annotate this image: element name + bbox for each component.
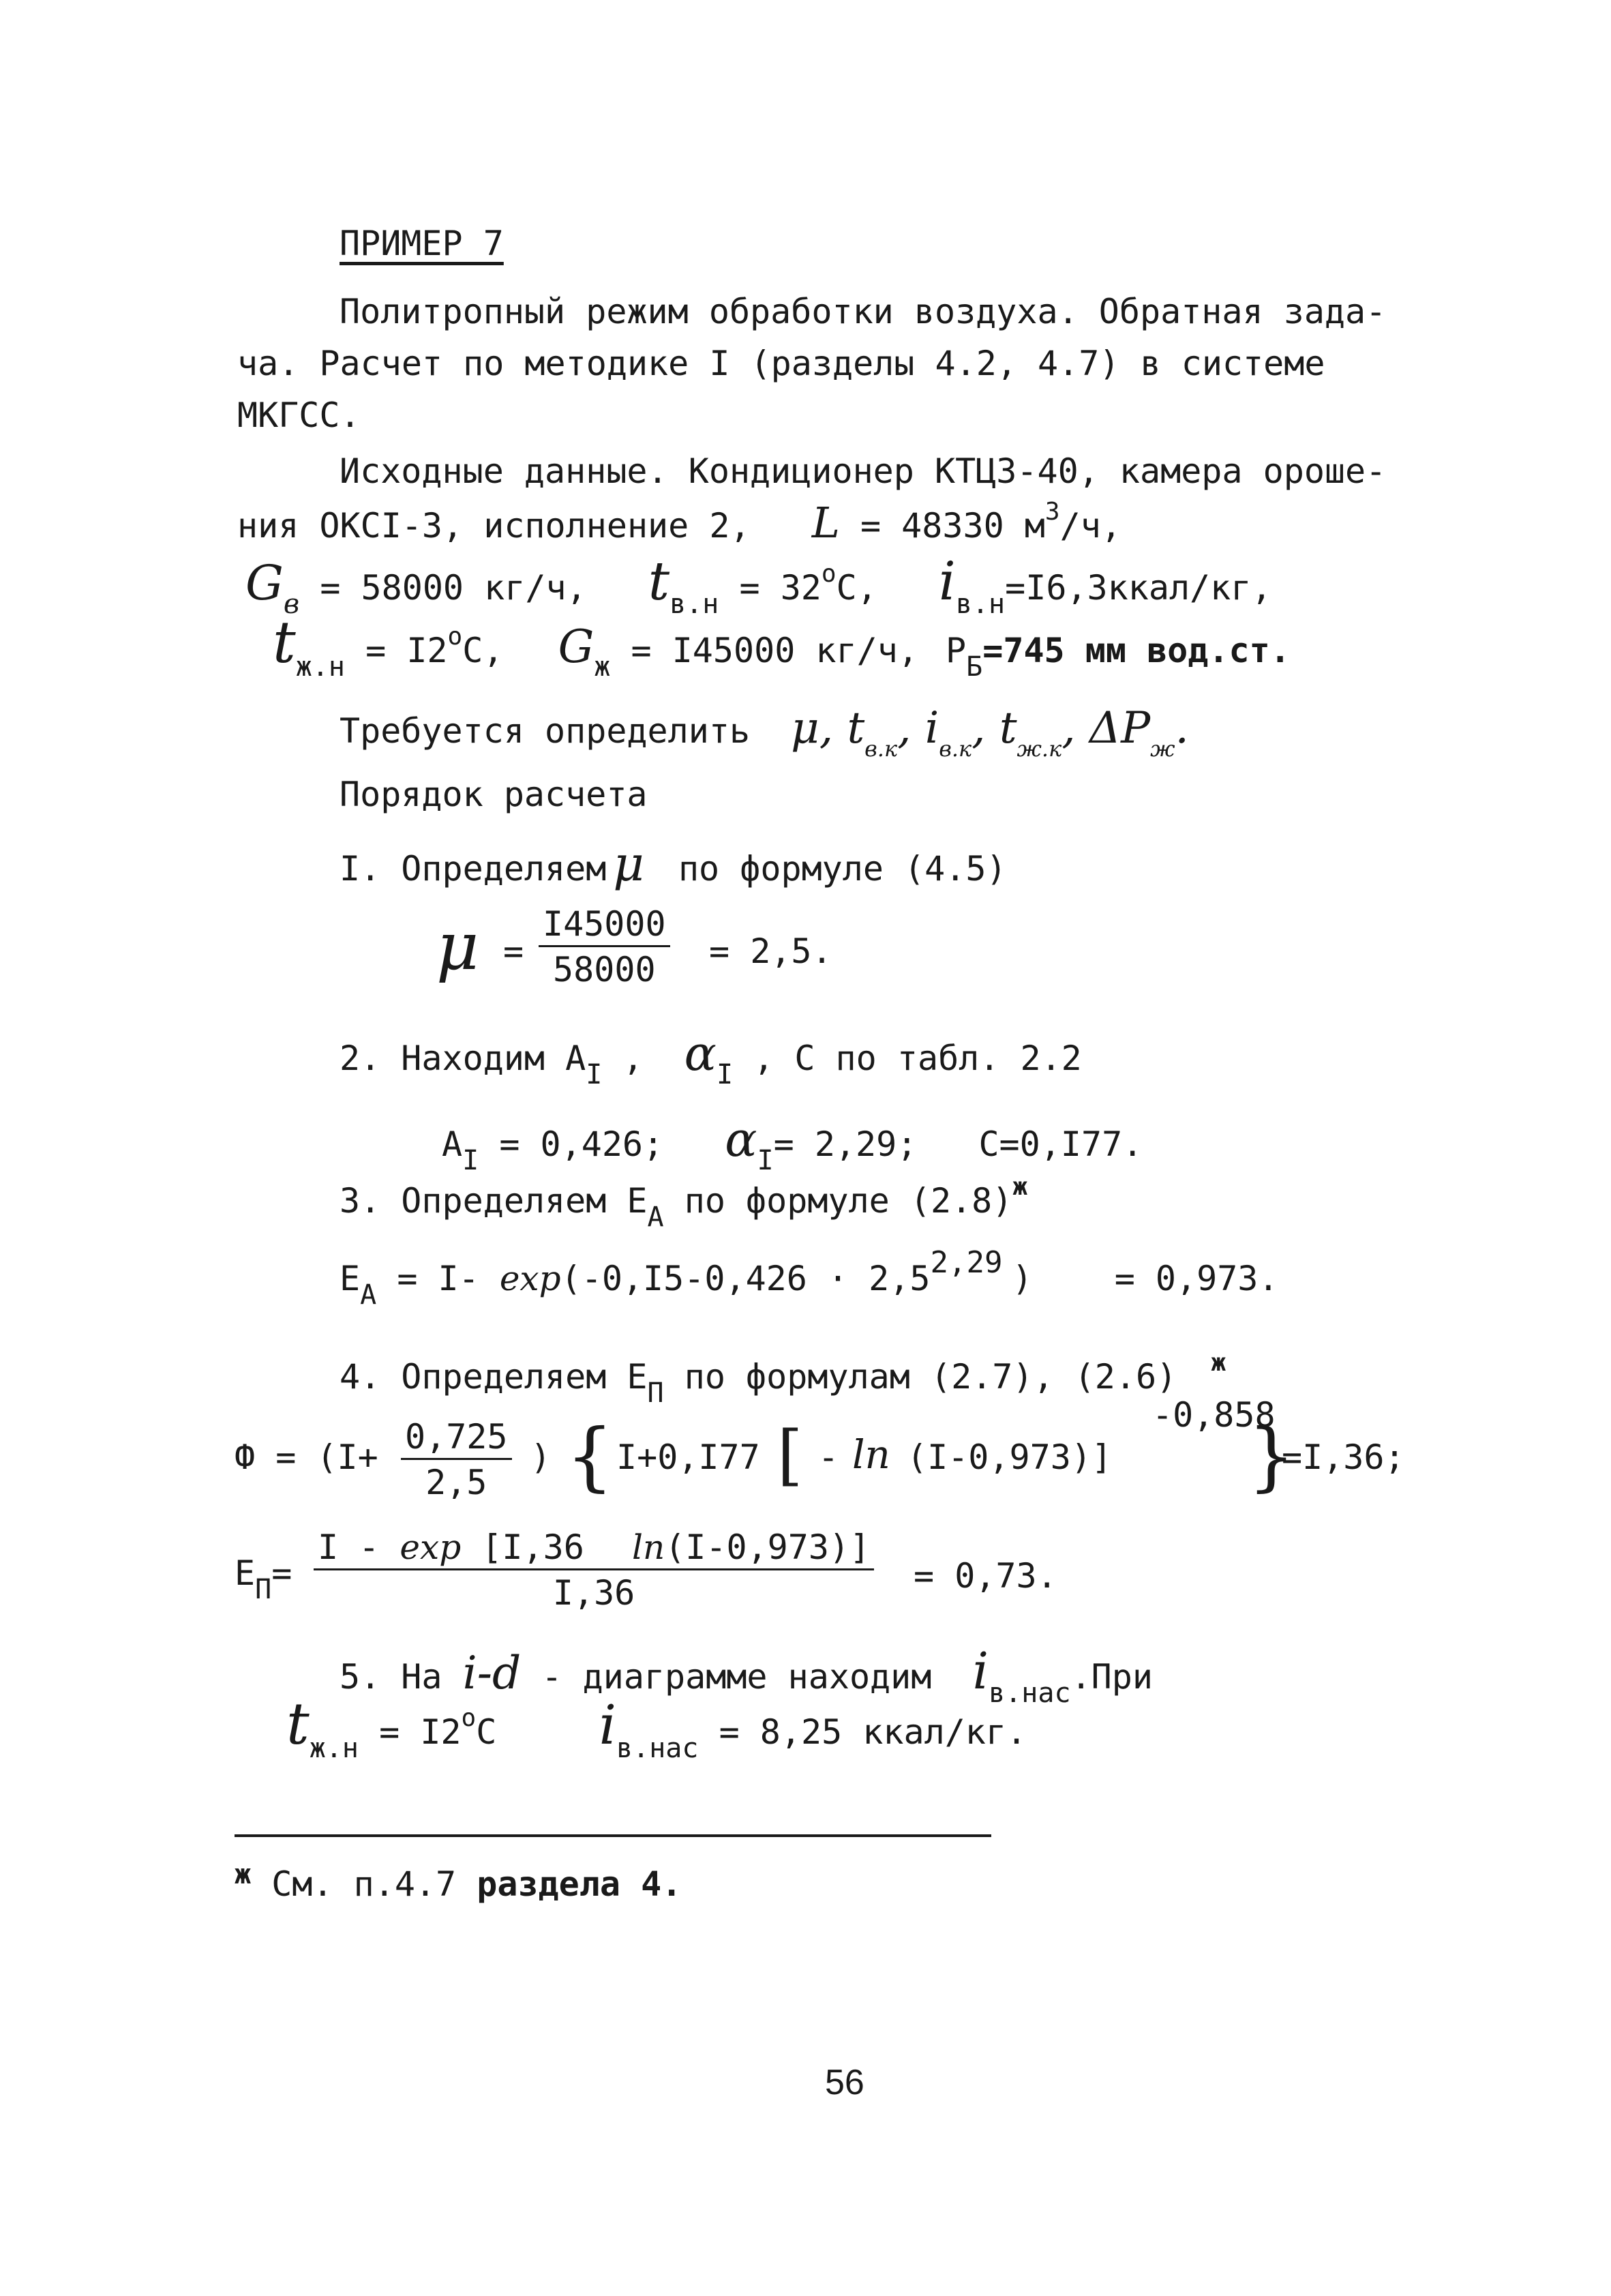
en-result: = 0,73. <box>914 1556 1057 1596</box>
pressure-value: =745 мм вод.ст. <box>982 631 1291 670</box>
required-sym-1: μ, t <box>791 703 865 754</box>
en-num-ln: ln <box>631 1527 665 1567</box>
step-5-id-diagram: i-d <box>462 1647 522 1699</box>
step-4-line <box>340 1349 1226 1409</box>
footnote-separator <box>235 1834 991 1837</box>
step-5-text: 5. На <box>340 1657 442 1697</box>
phi-minus: - <box>818 1437 839 1477</box>
coef-alpha-sub: I <box>757 1145 774 1176</box>
step-5-t-value: = I2 <box>379 1712 462 1752</box>
ea-result: = 0,973. <box>1114 1259 1279 1298</box>
step-5-t-symbol: t <box>286 1690 310 1757</box>
step-1-eq: = <box>503 931 524 971</box>
step-1-line <box>340 836 1007 892</box>
en-num-a: I - <box>318 1527 380 1567</box>
required-sym-4: в.к <box>939 736 972 762</box>
step-1-mu: μ <box>613 836 644 892</box>
required-sym-9: . <box>1175 703 1189 754</box>
step-3-line <box>340 1173 1028 1233</box>
en-symbol: Е <box>235 1553 256 1593</box>
phi-inner: I+0,I77 <box>616 1437 760 1477</box>
ea-close: ) <box>1012 1259 1033 1298</box>
required-sym-2: в.к <box>864 736 898 762</box>
step-4-rest: по формулам (2.7), (2.6) <box>684 1357 1177 1397</box>
given-line-4 <box>273 609 1291 683</box>
step-1-text: I. Определяем <box>340 849 607 889</box>
water-mass-symbol: G <box>558 621 594 673</box>
step-2-text: 2. Находим А <box>340 1039 586 1078</box>
step-2-alpha: α <box>684 1026 717 1082</box>
footnote <box>235 1859 682 1904</box>
water-temp-value: = I2 <box>365 631 448 670</box>
step-4-text: 4. Определяем Е <box>340 1357 648 1397</box>
step-4-footnote-mark: ж <box>1211 1349 1226 1377</box>
air-enthalpy-value: =I6,3ккал/кг, <box>1005 568 1272 608</box>
intro-line-1: Политропный режим обработки воздуха. Обратная зада- <box>340 292 1387 331</box>
air-enthalpy-symbol: i <box>938 551 956 612</box>
required-sym-8: ж <box>1150 736 1175 762</box>
page-heading: ПРИМЕР 7 <box>340 224 504 263</box>
step-2-sub: I <box>586 1059 603 1090</box>
step-5-t-unit: С <box>476 1712 497 1752</box>
step-3-formula <box>340 1245 1279 1311</box>
footnote-mark: ж <box>235 1859 252 1890</box>
step-1-numerator: I45000 <box>539 907 670 947</box>
given-line-2 <box>237 498 1121 548</box>
required-symbols <box>791 703 1189 762</box>
step-5-i-symbol: i <box>972 1642 989 1701</box>
step-1-result: = 2,5. <box>709 931 832 971</box>
pressure-symbol: Р <box>946 631 967 670</box>
intro-line-3: МКГСС. <box>237 396 361 435</box>
air-enthalpy-subscript: в.н <box>955 588 1006 620</box>
step-2-rest: , С по табл. 2.2 <box>753 1039 1082 1078</box>
intro-line-2: ча. Расчет по методике I (разделы 4.2, 4.7) в системе <box>237 344 1325 383</box>
water-mass-value: = I45000 кг/ч, <box>631 631 918 670</box>
ea-eq: = I- <box>397 1259 479 1298</box>
step-2-alpha-sub: I <box>716 1059 734 1090</box>
air-temp-degree: о <box>821 560 837 588</box>
pressure-subscript: Б <box>966 651 983 683</box>
step-3-sub: А <box>647 1202 664 1233</box>
en-numerator <box>314 1527 874 1570</box>
water-mass-subscript: ж <box>594 651 611 683</box>
coef-alpha: α <box>725 1112 757 1167</box>
step-1-text-2: по формуле (4.5) <box>678 849 1007 889</box>
footnote-text: См. п.4.7 <box>271 1864 457 1904</box>
step-5-text-3: .При <box>1070 1657 1153 1697</box>
en-num-c: (I-0,973)] <box>665 1527 871 1567</box>
coef-c-value: С=0,I77. <box>978 1124 1143 1164</box>
step-3-rest: по формуле (2.8) <box>684 1181 1013 1221</box>
en-subscript: П <box>255 1574 272 1605</box>
phi-fraction <box>401 1417 512 1502</box>
required-text: Требуется определить <box>340 711 751 751</box>
phi-prefix: Ф = (I+ <box>235 1437 378 1477</box>
airflow-unit-power: 3 <box>1044 498 1060 526</box>
air-temp-unit: С, <box>836 568 877 608</box>
step-1-fraction <box>539 904 670 989</box>
coef-a-value: = 0,426; <box>499 1124 664 1164</box>
required-sym-5: , t <box>972 703 1017 754</box>
en-num-b: [I,36 <box>481 1527 584 1567</box>
en-lhs <box>235 1553 292 1605</box>
water-temp-unit: С, <box>462 631 504 670</box>
step-5-i-subscript: в.нас <box>989 1678 1071 1709</box>
step-2-line <box>340 1026 1082 1090</box>
ea-args: (-0,I5-0,426 · 2,5 <box>560 1259 931 1298</box>
ea-power: 2,29 <box>930 1245 1003 1280</box>
ea-subscript: А <box>360 1279 377 1311</box>
en-fraction <box>314 1527 874 1613</box>
calc-order-label: Порядок расчета <box>340 775 648 814</box>
en-denominator: I,36 <box>552 1573 635 1613</box>
phi-right-brace: } <box>1248 1412 1295 1500</box>
footnote-bold: раздела 4. <box>477 1864 682 1904</box>
step-5-i2-value: = 8,25 ккал/кг. <box>719 1712 1027 1752</box>
required-line <box>340 703 1189 762</box>
step-5-i2-symbol: i <box>599 1693 617 1757</box>
phi-denominator: 2,5 <box>425 1463 487 1502</box>
phi-power: -0,858 <box>1152 1395 1276 1435</box>
phi-numerator: 0,725 <box>401 1420 512 1460</box>
en-num-exp: exp <box>400 1527 462 1567</box>
coef-alpha-value: = 2,29; <box>773 1124 918 1164</box>
step-1-lhs: μ <box>436 908 479 985</box>
page-number: 56 <box>825 2063 864 2102</box>
phi-left-bracket: [ <box>777 1417 803 1493</box>
en-eq: = <box>271 1553 292 1593</box>
air-temp-value: = 32 <box>739 568 822 608</box>
water-temp-symbol: t <box>273 609 296 676</box>
given-line-2-text: ния ОКСI-3, исполнение 2, <box>237 506 751 546</box>
water-temp-degree: о <box>447 623 463 651</box>
given-line-3 <box>245 551 1272 620</box>
step-1-denominator: 58000 <box>553 950 656 989</box>
step-5-i2-subscript: в.нас <box>616 1733 699 1764</box>
air-mass-subscript: в <box>283 588 300 620</box>
coef-a-sub: I <box>462 1145 479 1176</box>
coef-a: А <box>442 1124 463 1164</box>
air-mass-value: = 58000 кг/ч, <box>320 568 587 608</box>
required-sym-3: , i <box>897 703 939 754</box>
ea-exp: exp <box>499 1259 561 1298</box>
step-5-t-subscript: ж.н <box>309 1733 359 1764</box>
phi-result: =I,36; <box>1282 1437 1405 1477</box>
phi-close-paren: ) <box>530 1437 552 1477</box>
airflow-unit: /ч, <box>1059 506 1121 546</box>
step-4-sub: П <box>647 1377 664 1409</box>
required-sym-6: ж.к <box>1017 736 1062 762</box>
airflow-symbol: L <box>811 498 840 548</box>
step-5-t-degree: о <box>461 1704 477 1732</box>
water-temp-subscript: ж.н <box>295 651 346 683</box>
step-2-comma: , <box>622 1039 644 1078</box>
air-temp-symbol: t <box>648 551 670 612</box>
step-3-text: 3. Определяем Е <box>340 1181 648 1221</box>
air-mass-symbol: G <box>245 555 284 611</box>
step-5-line <box>340 1642 1153 1709</box>
step-3-footnote-mark: ж <box>1012 1173 1028 1201</box>
airflow-value: = 48330 м <box>860 506 1045 546</box>
required-sym-7: , ΔP <box>1062 703 1151 754</box>
given-line-1: Исходные данные. Кондиционер КТЦЗ-40, камера ороше- <box>340 451 1387 491</box>
ea-symbol: Е <box>340 1259 361 1298</box>
phi-ln: ln <box>852 1431 890 1478</box>
phi-left-brace: { <box>566 1412 614 1500</box>
air-temp-subscript: в.н <box>669 588 719 620</box>
step-5-text-2: - диаграмме находим <box>541 1657 932 1697</box>
step-2-values <box>442 1112 1143 1176</box>
step-5-line-2 <box>286 1690 1027 1764</box>
phi-ln-arg: (I-0,973)] <box>907 1437 1113 1477</box>
